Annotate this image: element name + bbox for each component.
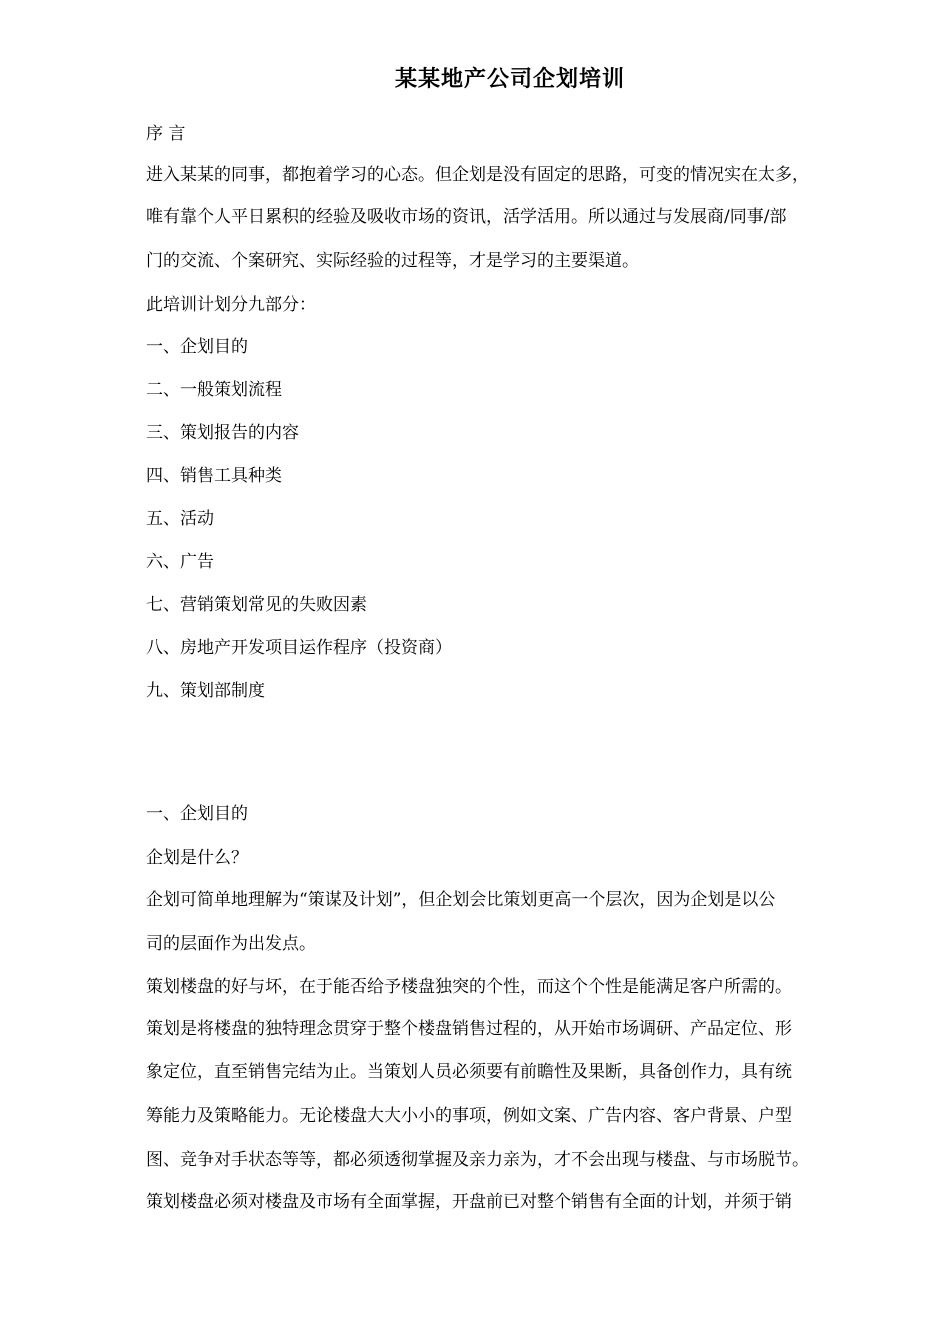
toc-item: 八、房地产开发项目运作程序（投资商）	[146, 638, 452, 658]
body-line: 筹能力及策略能力。无论楼盘大大小小的事项，例如文案、广告内容、客户背景、户型	[146, 1106, 792, 1126]
toc-item: 九、策划部制度	[146, 681, 265, 701]
toc-item: 七、营销策划常见的失败因素	[146, 595, 367, 615]
preface-line: 门的交流、个案研究、实际经验的过程等，才是学习的主要渠道。	[146, 251, 639, 271]
toc-item: 三、策划报告的内容	[146, 423, 299, 443]
body-line: 策划楼盘必须对楼盘及市场有全面掌握，开盘前已对整个销售有全面的计划，并须于销	[146, 1192, 792, 1212]
body-line: 图、竞争对手状态等等，都必须透彻掌握及亲力亲为，才不会出现与楼盘、与市场脱节。	[146, 1150, 809, 1170]
body-line: 司的层面作为出发点。	[146, 934, 316, 954]
body-line: 象定位，直至销售完结为止。当策划人员必须要有前瞻性及果断，具备创作力，具有统	[146, 1062, 792, 1082]
toc-item: 四、销售工具种类	[146, 466, 282, 486]
section-heading: 一、企划目的	[146, 804, 248, 824]
body-line: 策划楼盘的好与坏，在于能否给予楼盘独突的个性，而这个个性是能满足客户所需的。	[146, 977, 792, 997]
preface-heading: 序 言	[146, 124, 186, 144]
toc-item: 一、企划目的	[146, 337, 248, 357]
body-line: 企划可简单地理解为“策谋及计划”，但企划会比策划更高一个层次，因为企划是以公	[146, 890, 776, 910]
toc-item: 五、活动	[146, 509, 214, 529]
body-line: 策划是将楼盘的独特理念贯穿于整个楼盘销售过程的，从开始市场调研、产品定位、形	[146, 1019, 792, 1039]
preface-line: 进入某某的同事，都抱着学习的心态。但企划是没有固定的思路，可变的情况实在太多，	[146, 165, 809, 185]
toc-item: 二、一般策划流程	[146, 380, 282, 400]
section-question: 企划是什么？	[146, 848, 248, 868]
toc-item: 六、广告	[146, 552, 214, 572]
plan-intro: 此培训计划分九部分：	[146, 295, 316, 315]
document-title: 某某地产公司企划培训	[394, 67, 625, 92]
preface-line: 唯有靠个人平日累积的经验及吸收市场的资讯，活学活用。所以通过与发展商/同事/部	[146, 207, 787, 227]
